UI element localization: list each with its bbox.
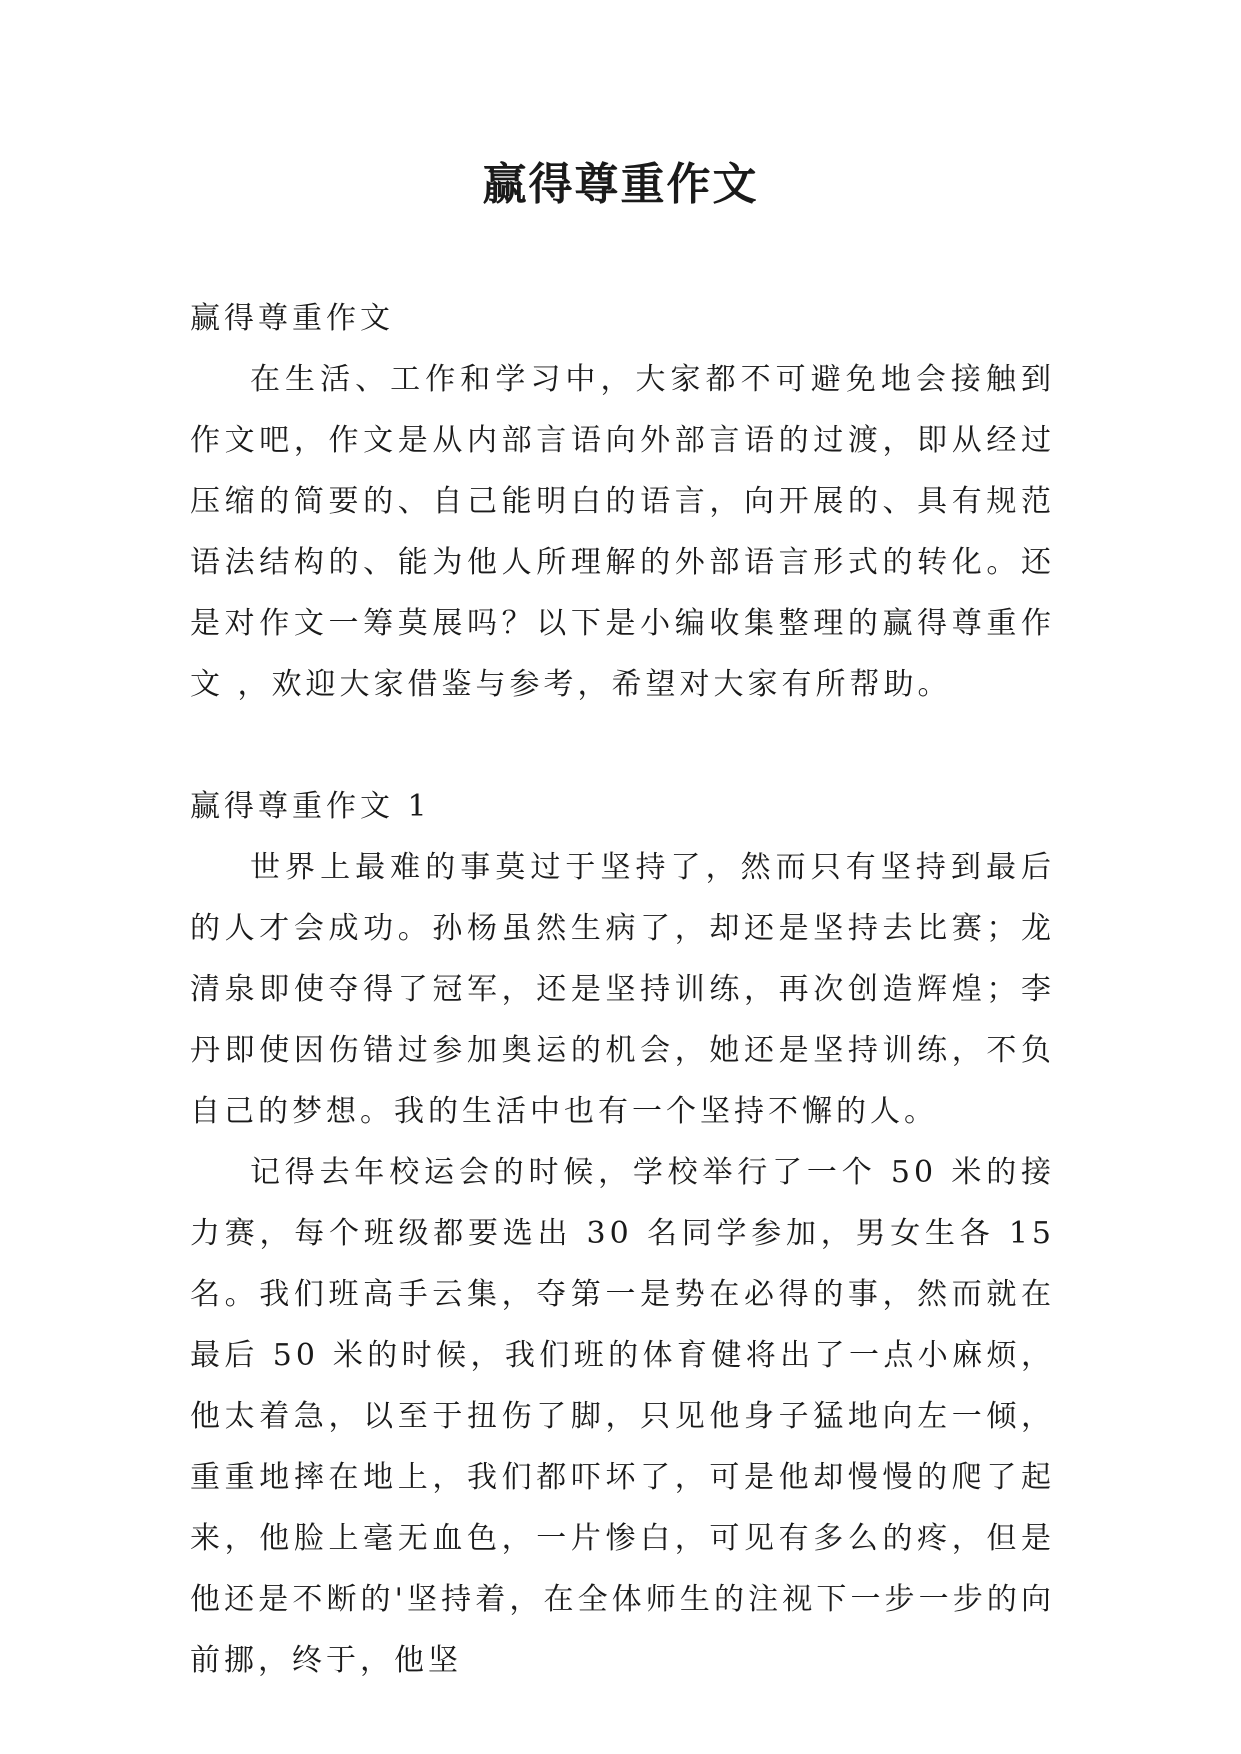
section-1-paragraph-2: 记得去年校运会的时候，学校举行了一个 50 米的接力赛，每个班级都要选出 30 名同学参加，男女生各 15 名。我们班高手云集，夺第一是势在必得的事，然而就在最后 50 米的时候，我们班的体育健将出了一点小麻烦，他太着急，以至于扭伤了脚，只见他身子猛地向左一倾，重重地摔在地上，我们都吓坏了，可是他却慢慢的爬了起来，他脸上毫无血色，一片惨白，可见有多么的疼，但是他还是不断的'坚持着，在全体师生的注视下一步一步的向前挪，终于，他坚 bbox=[190, 1155, 1055, 1678]
section-1-paragraph-1: 世界上最难的事莫过于坚持了，然而只有坚持到最后的人才会成功。孙杨虽然生病了，却还是坚持去比赛；龙清泉即使夺得了冠军，还是坚持训练，再次创造辉煌；李丹即使因伤错过参加奥运的机会，她还是坚持训练，不负自己的梦想。我的生活中也有一个坚持不懈的人。 bbox=[190, 850, 1055, 1129]
document-title: 赢得尊重作文 bbox=[482, 159, 759, 210]
intro-heading: 赢得尊重作文 bbox=[190, 301, 394, 336]
document-body bbox=[190, 288, 1055, 1691]
intro-paragraph: 在生活、工作和学习中，大家都不可避免地会接触到作文吧，作文是从内部言语向外部言语的过渡，即从经过压缩的简要的、自己能明白的语言，向开展的、具有规范语法结构的、能为他人所理解的外部语言形式的转化。还是对作文一筹莫展吗？以下是小编收集整理的赢得尊重作文 ，欢迎大家借鉴与参考，希望对大家有所帮助。 bbox=[190, 362, 1055, 702]
section-1-heading: 赢得尊重作文 1 bbox=[190, 789, 431, 824]
section-spacer bbox=[190, 715, 1055, 776]
